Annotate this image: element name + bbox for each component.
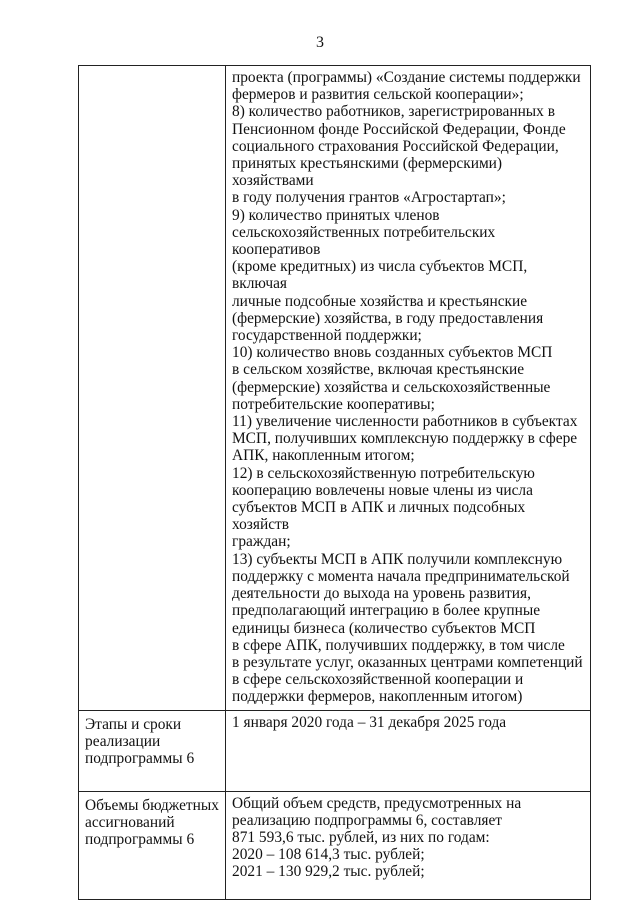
table-row — [79, 710, 591, 791]
content-paragraph: 12) в сельскохозяйственную потребительскую кооперацию вовлечены новые члены из числа субъектов МСП в АПК и личных подсобных хозяйств граждан; — [232, 464, 535, 551]
passport-table — [78, 65, 591, 900]
page-number: 3 — [316, 34, 324, 51]
content-paragraph: 10) количество вновь созданных субъектов МСП в сельском хозяйстве, включая крестьянские (фермерские) хозяйства и сельскохозяйственные потребительские кооперативы; — [232, 344, 553, 413]
content-paragraph: проекта (программы) «Создание системы поддержки фермеров и развития сельской кооперации»; — [232, 69, 581, 104]
content-paragraph: 8) количество работников, зарегистрированных в Пенсионном фонде Российской Федерации, Фонде социального страхования Российской Федерации, принятых крестьянскими (фермерскими) хозяйствами в году получения грантов «Агростартап»; — [232, 103, 566, 207]
row-content-cell — [226, 66, 591, 711]
content-paragraph: 11) увеличение численности работников в субъектах МСП, получивших комплексную поддержку в сфере АПК, накопленным итогом; — [232, 413, 578, 465]
row-label-cell: Объемы бюджетных ассигнований подпрограммы 6 — [79, 791, 226, 899]
content-paragraph: 1 января 2020 года – 31 декабря 2025 года — [232, 713, 507, 731]
content-paragraph: Общий объем средств, предусмотренных на реализацию подпрограммы 6, составляет 871 593,6 тыс. рублей, из них по годам: — [232, 794, 522, 846]
table-row — [79, 791, 591, 899]
content-paragraph: 2021 – 130 929,2 тыс. рублей; — [232, 863, 425, 881]
row-content-cell — [226, 791, 591, 899]
row-label-cell: Этапы и сроки реализации подпрограммы 6 — [79, 710, 226, 791]
row-label-cell — [79, 66, 226, 711]
content-paragraph: 2020 – 108 614,3 тыс. рублей; — [232, 846, 425, 864]
row-content-cell — [226, 710, 591, 791]
content-paragraph: 13) субъекты МСП в АПК получили комплексную поддержку с момента начала предпринимательской деятельности до выхода на уровень развития, предполагающий интеграцию в более крупные единицы бизнеса (количество субъектов МСП в сфере АПК, получивших поддержку, в том числе в результате услуг, оказанных центрами компетенций в сфере сельскохозяйственной кооперации и поддержки фермеров, накопленным итогом) — [232, 550, 583, 706]
table-row — [79, 66, 591, 711]
content-paragraph: 9) количество принятых членов сельскохозяйственных потребительских кооперативов (кроме кредитных) из числа субъектов МСП, включая личные подсобные хозяйства и крестьянские (фермерские) хозяйства, в году предоставления государственной поддержки; — [232, 206, 544, 345]
